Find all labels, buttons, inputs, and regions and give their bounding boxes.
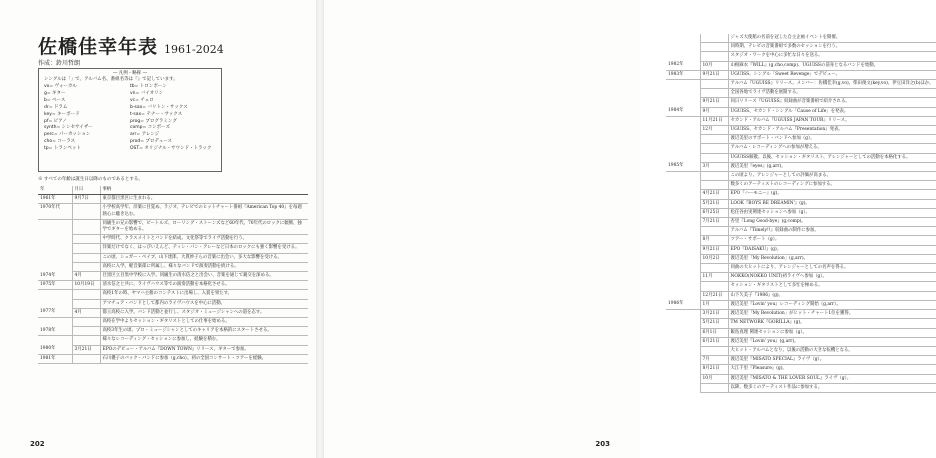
date-cell: 7月21日 xyxy=(700,218,728,227)
date-cell: 3月21日 xyxy=(700,310,728,319)
event-cell: 大江千里『Pleasure』(g)。 xyxy=(728,365,936,374)
event-cell: 飯島真理 関連セッションに参加（g）。 xyxy=(728,328,936,337)
table-row xyxy=(666,310,936,319)
table-row xyxy=(666,153,936,162)
year-cell xyxy=(38,290,72,299)
year-cell xyxy=(666,264,700,273)
year-cell: 1985年 xyxy=(666,162,700,171)
event-cell: UGUISS、セカンド・シングル「Cause of Life」を発表。 xyxy=(728,107,936,116)
date-cell xyxy=(700,43,728,52)
year-cell: 1970年代 xyxy=(38,204,72,219)
date-cell xyxy=(700,80,728,89)
timeline-table-left xyxy=(38,186,308,364)
table-row xyxy=(666,300,936,309)
date-cell xyxy=(700,153,728,162)
date-cell xyxy=(700,52,728,61)
date-cell xyxy=(72,290,100,299)
legend-item: pf= ピアノ xyxy=(44,118,67,124)
date-cell: 10月2日 xyxy=(700,254,728,263)
date-cell xyxy=(72,253,100,262)
date-cell: 6月1日 xyxy=(700,328,728,337)
table-row xyxy=(666,135,936,144)
table-row xyxy=(666,291,936,300)
date-cell xyxy=(700,227,728,236)
year-cell xyxy=(666,328,700,337)
year-cell: 1981年 xyxy=(38,354,72,363)
event-cell: 洋楽だけでなく、はっぴいえんど、ティン・パン・アレーなど日本のロックにも強く影響を受ける。 xyxy=(100,244,308,253)
year-cell xyxy=(666,34,700,43)
event-cell: この頃、シュガー・ベイブ、山下達郎、大貫妙子らの音楽に出会い、多大な影響を受ける。 xyxy=(100,253,308,262)
legend-item: vo= ヴォーカル xyxy=(44,84,77,89)
legend-item: prod= プロデュース xyxy=(130,139,173,145)
date-cell: 4月21日 xyxy=(700,190,728,199)
page-number-left: 202 xyxy=(30,440,45,448)
year-cell xyxy=(666,291,700,300)
event-cell: 目黒区立目黒中学校に入学。同級生の清水信之と出会い、音楽を通じて親交を深める。 xyxy=(100,272,308,281)
year-cell: 1977年 xyxy=(38,308,72,317)
event-cell: LOOK『BOYS BE DREAMIN'』(g)。 xyxy=(728,199,936,208)
year-cell xyxy=(666,181,700,190)
date-cell xyxy=(72,354,100,363)
year-cell xyxy=(666,144,700,153)
year-cell xyxy=(666,199,700,208)
footnote: ※ すべての年齢は誕生日以降のものであるとする。 xyxy=(38,177,143,182)
table-row xyxy=(666,254,936,263)
event-cell: 同曲の大ヒットにより、アレンジャーとしての名声を得る。 xyxy=(728,264,936,273)
table-row xyxy=(666,383,936,392)
event-cell: 同級生の兄の影響で、ビートルズ、ローリング・ストーンズなど60年代、70年代のロックに傾倒、独学でギターを始める。 xyxy=(100,219,308,234)
table-row xyxy=(666,319,936,328)
year-cell xyxy=(38,244,72,253)
year-cell: 1984年 xyxy=(666,107,700,116)
date-cell: 9月21日 xyxy=(700,245,728,254)
year-cell xyxy=(666,273,700,282)
event-cell: ジャズ大使館の名前を冠した自主企画イベントを開催。 xyxy=(728,34,936,43)
table-row xyxy=(666,208,936,217)
year-cell: 1961年 xyxy=(38,195,72,204)
event-cell: NOKKO(NOKKO UNIT)初ライヴへ参加（g）。 xyxy=(728,273,936,282)
event-cell: 渡辺美里『eyes』(g,arr)。 xyxy=(728,162,936,171)
date-cell xyxy=(72,235,100,244)
date-cell: 9月7日 xyxy=(72,195,100,204)
date-cell xyxy=(700,144,728,153)
date-cell xyxy=(700,172,728,181)
table-row xyxy=(666,116,936,125)
year-cell xyxy=(38,336,72,345)
year-cell xyxy=(666,282,700,291)
event-cell: 渡辺美里『Lovin' you』(g,arr)。 xyxy=(728,337,936,346)
event-cell: UGUISS、セカンド・アルバム『Presentation』発表。 xyxy=(728,126,936,135)
table-row xyxy=(666,190,936,199)
year-cell xyxy=(38,219,72,234)
event-cell: 同時期、テレビの音楽番組で多数のセッションを行う。 xyxy=(728,43,936,52)
event-cell: 小学校高学年、洋楽に目覚め、ラジオ、テレビでのヒットチャート番組『American Top 40』を毎週熱心に聴き込む。 xyxy=(100,204,308,219)
year-cell xyxy=(666,383,700,392)
year-cell xyxy=(38,299,72,308)
book-gutter xyxy=(316,0,324,458)
year-cell xyxy=(666,172,700,181)
column-header-event: 事柄 xyxy=(100,186,308,195)
table-row xyxy=(666,337,936,346)
year-cell xyxy=(38,235,72,244)
year-cell: 1974年 xyxy=(38,272,72,281)
table-row xyxy=(666,273,936,282)
event-cell: EPO『DAISAKU』(g)。 xyxy=(728,245,936,254)
column-header-date: 月日 xyxy=(72,186,100,195)
date-cell: 4月 xyxy=(72,272,100,281)
event-cell: 東京都目黒区に生まれる。 xyxy=(100,195,308,204)
date-cell: 11月21日 xyxy=(700,116,728,125)
date-cell xyxy=(700,383,728,392)
table-row xyxy=(666,245,936,254)
event-cell: 渡辺美里『MISATO & THE LOVER SOUL』ライヴ（g）。 xyxy=(728,374,936,383)
table-row xyxy=(38,299,308,308)
date-cell: 11月 xyxy=(700,273,728,282)
table-row xyxy=(666,52,936,61)
event-cell: この頃より、アレンジャーとしての評価が高まる。 xyxy=(728,172,936,181)
date-cell: 6月21日 xyxy=(700,337,728,346)
year-cell xyxy=(666,374,700,383)
date-cell: 9月 xyxy=(700,107,728,116)
year-cell xyxy=(666,365,700,374)
event-cell: 渡辺美里「My Revolution」がヒット・チャート1位を獲得。 xyxy=(728,310,936,319)
year-cell xyxy=(666,218,700,227)
timeline-table-right xyxy=(666,34,936,393)
year-cell xyxy=(666,98,700,107)
year-cell xyxy=(666,227,700,236)
table-row xyxy=(666,144,936,153)
event-cell: 渡辺美里『Lovin' you』レコーディング開始（g,arr）。 xyxy=(728,300,936,309)
table-row xyxy=(38,308,308,317)
table-row xyxy=(666,227,936,236)
year-cell xyxy=(666,208,700,217)
date-cell: 3月 xyxy=(700,162,728,171)
legend-item: OST= オリジナル・サウンド・トラック xyxy=(130,146,212,152)
event-cell: 高校在学中よりセッション・ギタリストとしての仕事を始める。 xyxy=(100,318,308,327)
year-cell xyxy=(666,319,700,328)
author-credit: 作成：鈴川哲朗 xyxy=(38,60,81,67)
date-cell: 9月21日 xyxy=(700,98,728,107)
event-cell: 高校1年の時、ヤマハ主催のコンテストに出場し、入賞を果たす。 xyxy=(100,290,308,299)
event-cell: 渡辺美里「My Revolution」(g,arr)。 xyxy=(728,254,936,263)
table-row xyxy=(666,162,936,171)
legend-item: arr= アレンジ xyxy=(130,132,160,138)
event-cell: 数多くのアーティストのレコーディングに参加する。 xyxy=(728,181,936,190)
table-row xyxy=(666,346,936,355)
event-cell: 同日リリース『UGUISS』収録曲が音楽番組で紹介される。 xyxy=(728,98,936,107)
legend-item: key= キーボード xyxy=(44,111,80,117)
table-row xyxy=(666,107,936,116)
table-row xyxy=(38,253,308,262)
table-row xyxy=(666,126,936,135)
table-row xyxy=(666,328,936,337)
table-row xyxy=(38,235,308,244)
event-cell: 大ヒット・アルバムとなり、以後の活動の大きな転機となる。 xyxy=(728,346,936,355)
table-row xyxy=(38,354,308,363)
legend-item: tp= トランペット xyxy=(44,146,81,152)
legend-item: cho= コーラス xyxy=(44,139,76,145)
table-row xyxy=(666,374,936,383)
legend-column-right xyxy=(130,84,216,153)
date-cell: 5月21日 xyxy=(700,319,728,328)
year-cell xyxy=(666,236,700,245)
date-cell xyxy=(72,318,100,327)
year-cell xyxy=(38,253,72,262)
table-row xyxy=(666,236,936,245)
table-row xyxy=(38,281,308,290)
date-cell: 10月 xyxy=(700,374,728,383)
column-header-year: 年 xyxy=(38,186,72,195)
legend-item: prog= プログラミング xyxy=(130,118,177,124)
table-row xyxy=(666,218,936,227)
event-cell: 全国各地でライヴ活動を展開する。 xyxy=(728,89,936,98)
table-row xyxy=(666,181,936,190)
table-row xyxy=(38,244,308,253)
event-cell: セカンド・アルバム『UGUISS JAPAN TOUR』リリース。 xyxy=(728,116,936,125)
legend-heading: — 凡例・略称 — xyxy=(112,71,148,76)
date-cell xyxy=(72,204,100,219)
legend-item: g= ギター xyxy=(44,90,66,96)
legend-item: tb= トロンボーン xyxy=(130,84,167,89)
year-cell xyxy=(666,337,700,346)
table-row xyxy=(666,356,936,365)
table-row xyxy=(38,219,308,234)
date-cell: 12月 xyxy=(700,126,728,135)
year-cell xyxy=(666,89,700,98)
table-row xyxy=(666,70,936,79)
event-cell: EPO『ハーモニー』(g)。 xyxy=(728,190,936,199)
year-cell: 1978年 xyxy=(38,327,72,336)
event-cell: スタジオ・ワークを中心に多忙な日々を送る。 xyxy=(728,52,936,61)
page-title: 佐橋佳幸年表 1961-2024 xyxy=(38,36,224,58)
table-row xyxy=(666,98,936,107)
event-cell: 山下久美子『1986』(g)。 xyxy=(728,291,936,300)
table-row xyxy=(666,199,936,208)
event-cell: 清水信之と共に、ライヴハウス等での演奏活動を本格化させる。 xyxy=(100,281,308,290)
page-number-right: 203 xyxy=(595,440,610,448)
event-cell: ツアー・サポート（g）。 xyxy=(728,236,936,245)
date-cell xyxy=(700,34,728,43)
year-cell: 1980年 xyxy=(38,345,72,354)
table-row xyxy=(38,204,308,219)
year-cell xyxy=(666,153,700,162)
table-row xyxy=(666,80,936,89)
table-row xyxy=(38,318,308,327)
year-cell: 1983年 xyxy=(666,70,700,79)
table-row xyxy=(38,327,308,336)
event-cell: UGUISS、シングル「Sweet Revenge」でデビュー。 xyxy=(728,70,936,79)
table-row xyxy=(38,290,308,299)
table-row xyxy=(666,34,936,43)
date-cell: 5月21日 xyxy=(700,199,728,208)
year-cell xyxy=(666,254,700,263)
event-cell: 都立高校に入学。バンド活動と並行し、スタジオ・ミュージシャンへの道を志す。 xyxy=(100,308,308,317)
event-cell: セッション・ギタリストとして多忙を極める。 xyxy=(728,282,936,291)
event-cell: 以降、数多くのアーティスト作品に参加する。 xyxy=(728,383,936,392)
table-row xyxy=(666,89,936,98)
legend-item: comp= コンポーズ xyxy=(130,125,170,131)
legend-item: b-sax= バリトン・サックス xyxy=(130,104,188,110)
event-cell: UGUISS解散。以後、セッション・ギタリスト、アレンジャーとしての活動を本格化する。 xyxy=(728,153,936,162)
table-row xyxy=(666,282,936,291)
date-cell xyxy=(72,219,100,234)
table-row xyxy=(666,264,936,273)
date-cell: 12月21日 xyxy=(700,291,728,300)
year-cell xyxy=(666,310,700,319)
year-cell xyxy=(666,135,700,144)
year-cell xyxy=(666,190,700,199)
event-cell: アルバム『UGUISS』リリース。メンバー：佐橋佳幸(g,vo)、柴田俊文(key,vo)、伊豆田洋之(b)ほか。 xyxy=(728,80,936,89)
event-cell: 山根麻衣『WILL』(g,cho,comp)、UGUISSの前身となるバンドを始動。 xyxy=(728,61,936,70)
date-cell xyxy=(700,346,728,355)
table-row xyxy=(38,262,308,271)
legend-item: synth= シンセサイザー xyxy=(44,125,93,131)
date-cell: 6月25日 xyxy=(700,208,728,217)
date-cell xyxy=(72,327,100,336)
year-cell: 1975年 xyxy=(38,281,72,290)
event-cell: アルバム・レコーディングへの参加が増える。 xyxy=(728,144,936,153)
year-cell xyxy=(38,262,72,271)
event-cell: アルバム『Timely!!』収録曲の制作に参加。 xyxy=(728,227,936,236)
event-cell: 中学時代、クラスメイトとバンドを結成。文化祭等でライヴ活動を行う。 xyxy=(100,235,308,244)
year-cell xyxy=(666,245,700,254)
year-cell: 1982年 xyxy=(666,61,700,70)
event-cell: 石川優子のバック・バンドに参加（g,cho）。初の全国コンサート・ツアーを経験。 xyxy=(100,354,308,363)
year-cell xyxy=(666,43,700,52)
table-row xyxy=(666,172,936,181)
date-cell: 10月19日 xyxy=(72,281,100,290)
year-cell xyxy=(38,318,72,327)
legend-item: dr= ドラム xyxy=(44,104,68,110)
left-page xyxy=(0,0,316,458)
table-row xyxy=(38,336,308,345)
table-row xyxy=(38,345,308,354)
event-cell: 様々なレコーディング・セッションに参加し、経験を積む。 xyxy=(100,336,308,345)
year-cell xyxy=(666,126,700,135)
event-cell: 渡辺美里のサポート・バンドへ参加（g）。 xyxy=(728,135,936,144)
date-cell xyxy=(700,282,728,291)
date-cell xyxy=(700,89,728,98)
legend-column-left xyxy=(44,84,130,153)
year-cell xyxy=(666,52,700,61)
legend-item: perc= パーカッション xyxy=(44,132,91,138)
date-cell xyxy=(700,135,728,144)
event-cell: 松任谷由実関連セッションへ参加（g）。 xyxy=(728,208,936,217)
event-cell: 杏里『Long Good-bye』(g,comp)。 xyxy=(728,218,936,227)
title-years: 1961-2024 xyxy=(164,43,224,56)
date-cell: 10月 xyxy=(700,61,728,70)
table-row xyxy=(38,195,308,204)
date-cell xyxy=(700,181,728,190)
legend-item: vc= チェロ xyxy=(130,97,154,103)
event-cell: 高校3年生の頃、プロ・ミュージシャンとしてのキャリアを本格的にスタートさせる。 xyxy=(100,327,308,336)
legend-item: t-sax= テナー・サックス xyxy=(130,111,183,117)
date-cell: 4月 xyxy=(72,308,100,317)
date-cell xyxy=(72,336,100,345)
legend-item: vn= バイオリン xyxy=(130,90,164,96)
legend-item: b= ベース xyxy=(44,97,66,103)
date-cell: 7月 xyxy=(700,356,728,365)
date-cell: 3月21日 xyxy=(72,345,100,354)
event-cell: 渡辺美里『MISATO SPECIAL』ライヴ（g）。 xyxy=(728,356,936,365)
table-row xyxy=(666,61,936,70)
year-cell: 1986年 xyxy=(666,300,700,309)
date-cell: 8月21日 xyxy=(700,365,728,374)
table-row xyxy=(38,272,308,281)
year-cell xyxy=(666,356,700,365)
right-page xyxy=(324,0,934,458)
date-cell xyxy=(72,244,100,253)
date-cell xyxy=(72,262,100,271)
date-cell xyxy=(700,264,728,273)
event-cell: TM NETWORK『GORILLA』(g)。 xyxy=(728,319,936,328)
date-cell: 8月 xyxy=(700,236,728,245)
year-cell xyxy=(666,116,700,125)
date-cell: 9月21日 xyxy=(700,70,728,79)
legend-box xyxy=(38,68,222,172)
year-cell xyxy=(666,346,700,355)
date-cell xyxy=(72,299,100,308)
table-row xyxy=(666,43,936,52)
event-cell: アマチュア・バンドとして都内のライヴハウスを中心に活動。 xyxy=(100,299,308,308)
event-cell: EPOのデビュー・アルバム『DOWN TOWN』リリース、ギターで参加。 xyxy=(100,345,308,354)
year-cell xyxy=(666,80,700,89)
table-row xyxy=(666,365,936,374)
legend-intro: シングルは「」で、アルバム名、番組名等は『』で記しています。 xyxy=(44,77,178,82)
event-cell: 高校に入学。軽音楽部に所属し、様々なバンドで演奏活動を続ける。 xyxy=(100,262,308,271)
date-cell: 1月 xyxy=(700,300,728,309)
